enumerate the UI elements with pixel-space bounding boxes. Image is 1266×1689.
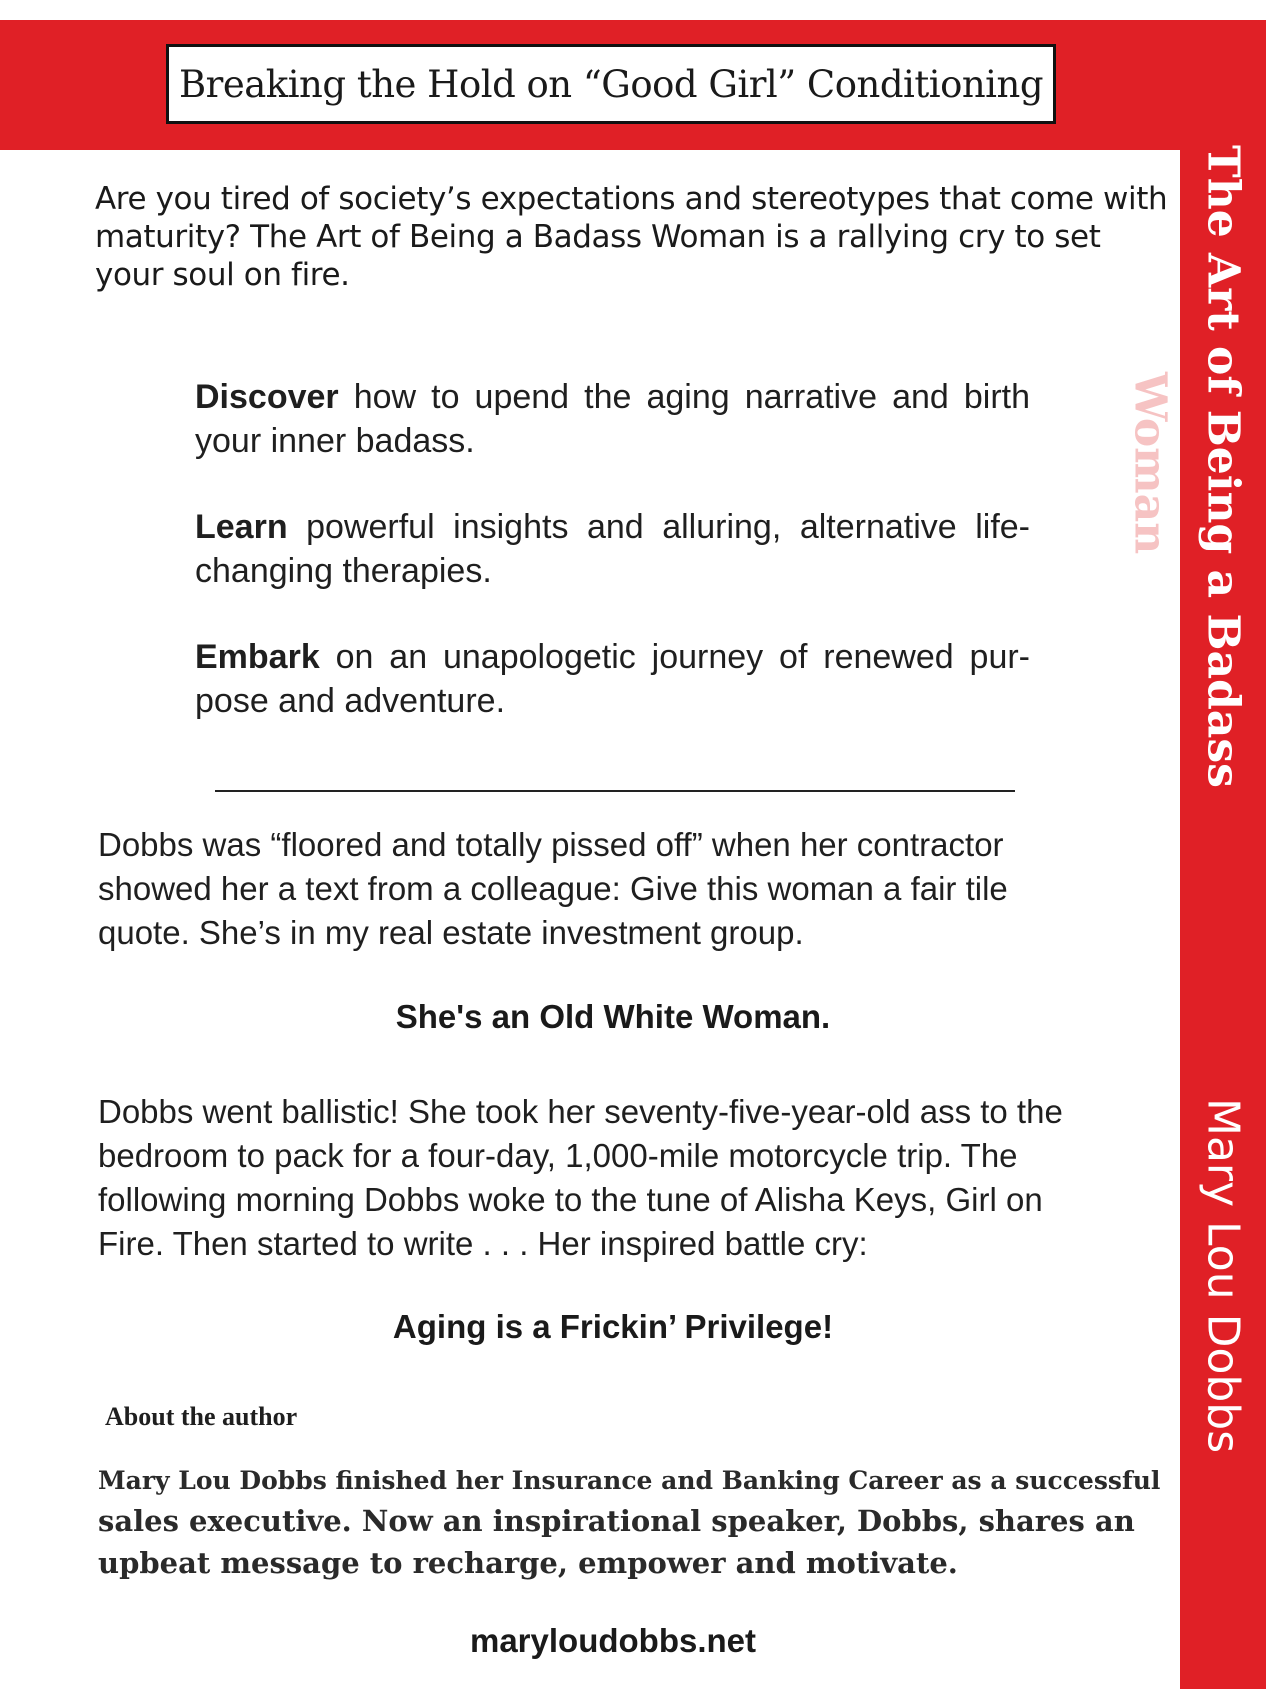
bullet-text: how to upend the aging narrative and birth your inner badass. <box>195 378 1030 460</box>
bullet-discover <box>195 375 1030 463</box>
bullet-lead: Learn <box>195 508 288 546</box>
story-paragraph-2: Dobbs went ballistic! She took her seventy-five-year-old ass to the bedroom to pack for a four-day, 1,000-mile motorcycle trip. The following morning Dobbs woke to the tune of Alisha Keys, Girl on Fire. Then started to write . . . Her inspired battle cry: <box>98 1093 1063 1262</box>
header-box <box>166 44 1056 124</box>
callout-aging-privilege: Aging is a Frickin’ Privilege! <box>392 1308 834 1345</box>
spine-subtitle-text: Woman <box>1124 372 1176 555</box>
bullet-lead: Embark <box>195 638 320 676</box>
spine-title-text: The Art of Being a Badass <box>1197 145 1249 788</box>
about-line-rest: sales executive. Now an inspirational speaker, Dobbs, shares an upbeat message to recharge, empower and motivate. <box>98 1504 1135 1580</box>
intro-paragraph: Are you tired of society’s expectations and stereotypes that come with maturity? The Art of Being a Badass Woman is a rallying cry to set your soul on fire. <box>95 181 1168 293</box>
bullet-lead: Discover <box>195 378 339 416</box>
bullet-text: powerful insights and alluring, alternative life-changing therapies. <box>195 508 1030 590</box>
divider <box>215 790 1015 792</box>
header-title: Breaking the Hold on “Good Girl” Conditioning <box>178 62 1044 106</box>
spine-title <box>1180 145 1266 805</box>
callout-old-white-woman: She's an Old White Woman. <box>395 998 831 1035</box>
bullet-embark <box>195 635 1030 723</box>
bullet-learn <box>195 505 1030 593</box>
spine-author-text: Mary Lou Dobbs <box>1197 1098 1249 1454</box>
about-heading: About the author <box>105 1402 298 1431</box>
about-line-1: Mary Lou Dobbs finished her Insurance and Banking Career as a successful <box>98 1466 1161 1495</box>
spine-subtitle <box>1115 372 1185 592</box>
about-body <box>98 1462 1178 1584</box>
top-margin <box>0 0 1266 20</box>
story-paragraph-1: Dobbs was “floored and totally pissed off” when her contractor showed her a text from a colleague: Give this woman a fair tile quote. She’s in my real estate investment group. <box>98 826 1008 951</box>
website-url: maryloudobbs.net <box>469 1622 757 1659</box>
spine-author <box>1180 1098 1266 1558</box>
bullet-text: on an unapologetic journey of renewed pur-pose and adventure. <box>195 638 1030 720</box>
bullet-list <box>195 375 1030 765</box>
